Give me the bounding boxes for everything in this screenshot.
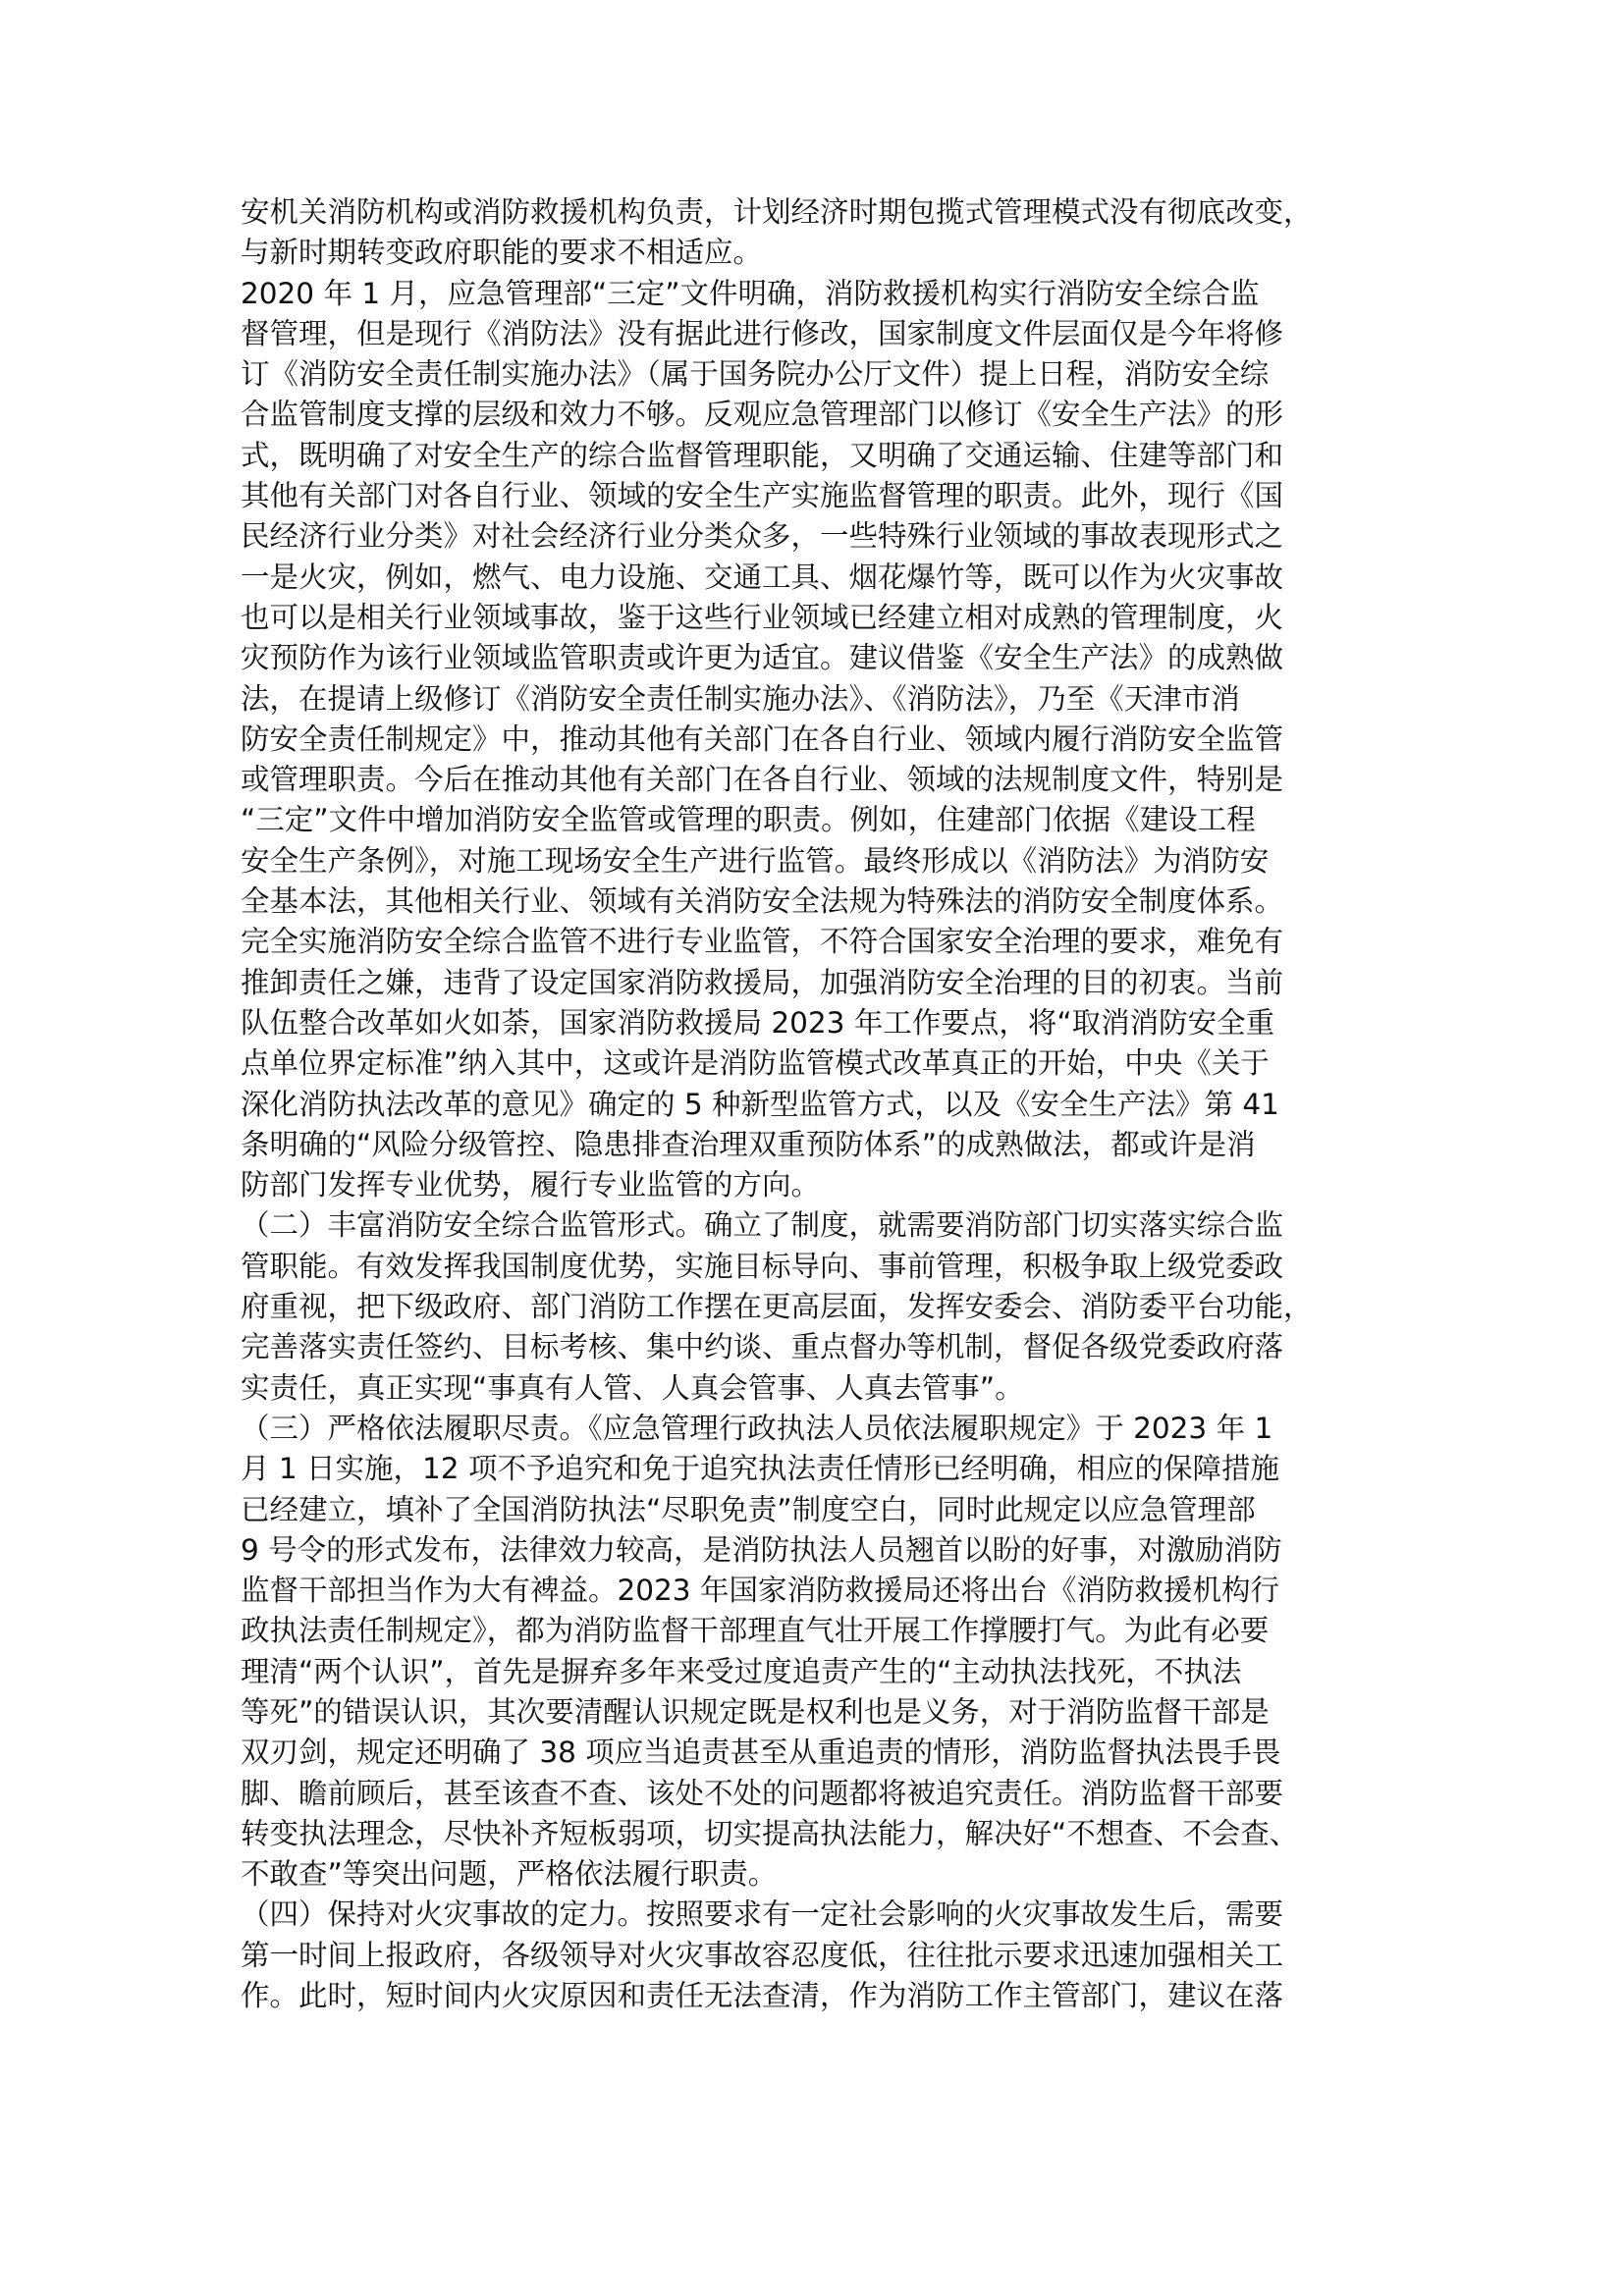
text-line: 与新时期转变政府职能的要求不相适应。 <box>241 236 763 270</box>
text-line: 合监管制度支撑的层级和效力不够。反观应急管理部门以修订《安全生产法》的形 <box>241 398 1284 432</box>
text-line: 防安全责任制规定》中，推动其他有关部门在各自行业、领域内履行消防安全监管 <box>241 721 1284 756</box>
text-line: 已经建立，填补了全国消防执法“尽职免责”制度空白，同时此规定以应急管理部 <box>241 1492 1256 1526</box>
text-line: 安全生产条例》，对施工现场安全生产进行监管。最终形成以《消防法》为消防安 <box>241 843 1270 878</box>
text-line: 政执法责任制规定》，都为消防监督干部理直气壮开展工作撑腰打气。为此有必要 <box>241 1614 1270 1648</box>
paragraph-4 <box>241 1205 1399 1408</box>
text-line: 也可以是相关行业领域事故，鉴于这些行业领域已经建立相对成熟的管理制度，火 <box>241 600 1284 634</box>
text-line: 作。此时，短时间内火灾原因和责任无法查清，作为消防工作主管部门，建议在落 <box>241 1979 1284 2013</box>
text-line: 实责任，真正实现“事真有人管、人真会管事、人真去管事”。 <box>241 1370 1024 1405</box>
text-line: 或管理职责。今后在推动其他有关部门在各自行业、领域的法规制度文件，特别是 <box>241 763 1284 797</box>
text-line: 第一时间上报政府，各级领导对火灾事故容忍度低，往往批示要求迅速加强相关工 <box>241 1938 1284 1972</box>
paragraph-5 <box>241 1409 1399 1896</box>
text-line: 条明确的“风险分级管控、隐患排查治理双重预防体系”的成熟做法，都或许是消 <box>241 1127 1256 1161</box>
text-line: 监督干部担当作为大有裨益。2023 年国家消防救援局还将出台《消防救援机构行 <box>241 1574 1279 1608</box>
text-line: 督管理，但是现行《消防法》没有据此进行修改，国家制度文件层面仅是今年将修 <box>241 316 1284 350</box>
text-line: 完全实施消防安全综合监管不进行专业监管，不符合国家安全治理的要求，难免有 <box>241 925 1284 959</box>
text-line: 民经济行业分类》对社会经济行业分类众多，一些特殊行业领域的事故表现形式之 <box>241 519 1284 554</box>
text-line: （四）保持对火灾事故的定力。按照要求有一定社会影响的火灾事故发生后，需要 <box>241 1897 1284 1932</box>
paragraph-1 <box>241 192 1399 274</box>
document-page <box>241 192 1399 2016</box>
text-line: 安机关消防机构或消防救援机构负责，计划经济时期包揽式管理模式没有彻底改变， <box>241 195 1313 229</box>
text-line: （三）严格依法履职尽责。《应急管理行政执法人员依法履职规定》于 2023 年 1 <box>241 1411 1273 1445</box>
text-line: 2020 年 1 月，应急管理部“三定”文件明确，消防救援机构实行消防安全综合监 <box>241 276 1260 310</box>
text-line: 等死”的错误认识，其次要清醒认识规定既是权利也是义务，对于消防监督干部是 <box>241 1694 1270 1729</box>
text-line: 式，既明确了对安全生产的综合监督管理职能，又明确了交通运输、住建等部门和 <box>241 438 1284 472</box>
text-line: 9 号令的形式发布，法律效力较高，是消防执法人员翘首以盼的好事，对激励消防 <box>241 1532 1282 1567</box>
text-line: 点单位界定标准”纳入其中，这或许是消防监管模式改革真正的开始，中央《关于 <box>241 1046 1270 1081</box>
text-line: 双刃剑，规定还明确了 38 项应当追责甚至从重追责的情形，消防监督执法畏手畏 <box>241 1735 1281 1770</box>
text-line: 脚、瞻前顾后，甚至该查不查、该处不处的问题都将被追究责任。消防监督干部要 <box>241 1776 1284 1810</box>
text-line: 订《消防安全责任制实施办法》（属于国务院办公厅文件）提上日程，消防安全综 <box>241 357 1270 392</box>
text-line: “三定”文件中增加消防安全监管或管理的职责。例如，住建部门依据《建设工程 <box>241 803 1256 837</box>
text-line: 灾预防作为该行业领域监管职责或许更为适宜。建议借鉴《安全生产法》的成熟做 <box>241 641 1284 675</box>
text-line: 法，在提请上级修订《消防安全责任制实施办法》、《消防法》，乃至《天津市消 <box>241 681 1240 716</box>
text-line: 全基本法，其他相关行业、领域有关消防安全法规为特殊法的消防安全制度体系。 <box>241 884 1284 919</box>
paragraph-2 <box>241 274 1399 923</box>
text-line: 其他有关部门对各自行业、领域的安全生产实施监督管理的职责。此外，现行《国 <box>241 479 1284 513</box>
text-line: 推卸责任之嫌，违背了设定国家消防救援局，加强消防安全治理的目的初衷。当前 <box>241 965 1284 999</box>
text-line: 月 1 日实施，12 项不予追究和免于追究执法责任情形已经明确，相应的保障措施 <box>241 1452 1279 1486</box>
paragraph-3 <box>241 922 1399 1205</box>
paragraph-6 <box>241 1895 1399 2016</box>
text-line: 防部门发挥专业优势，履行专业监管的方向。 <box>241 1168 821 1202</box>
text-line: 转变执法理念，尽快补齐短板弱项，切实提高执法能力，解决好“不想查、不会查、 <box>241 1816 1299 1850</box>
text-line: （二）丰富消防安全综合监管形式。确立了制度，就需要消防部门切实落实综合监 <box>241 1208 1284 1243</box>
text-line: 深化消防执法改革的意见》确定的 5 种新型监管方式，以及《安全生产法》第 41 <box>241 1087 1279 1121</box>
text-line: 完善落实责任签约、目标考核、集中约谈、重点督办等机制，督促各级党委政府落 <box>241 1330 1284 1364</box>
text-line: 理清“两个认识”，首先是摒弃多年来受过度追责产生的“主动执法找死，不执法 <box>241 1654 1242 1688</box>
text-line: 不敢查”等突出问题，严格依法履行职责。 <box>241 1857 778 1892</box>
text-line: 管职能。有效发挥我国制度优势，实施目标导向、事前管理，积极争取上级党委政 <box>241 1249 1284 1283</box>
text-line: 一是火灾，例如，燃气、电力设施、交通工具、烟花爆竹等，既可以作为火灾事故 <box>241 560 1284 594</box>
text-line: 队伍整合改革如火如荼，国家消防救援局 2023 年工作要点，将“取消消防安全重 <box>241 1005 1275 1040</box>
text-line: 府重视，把下级政府、部门消防工作摆在更高层面，发挥安委会、消防委平台功能， <box>241 1290 1313 1324</box>
